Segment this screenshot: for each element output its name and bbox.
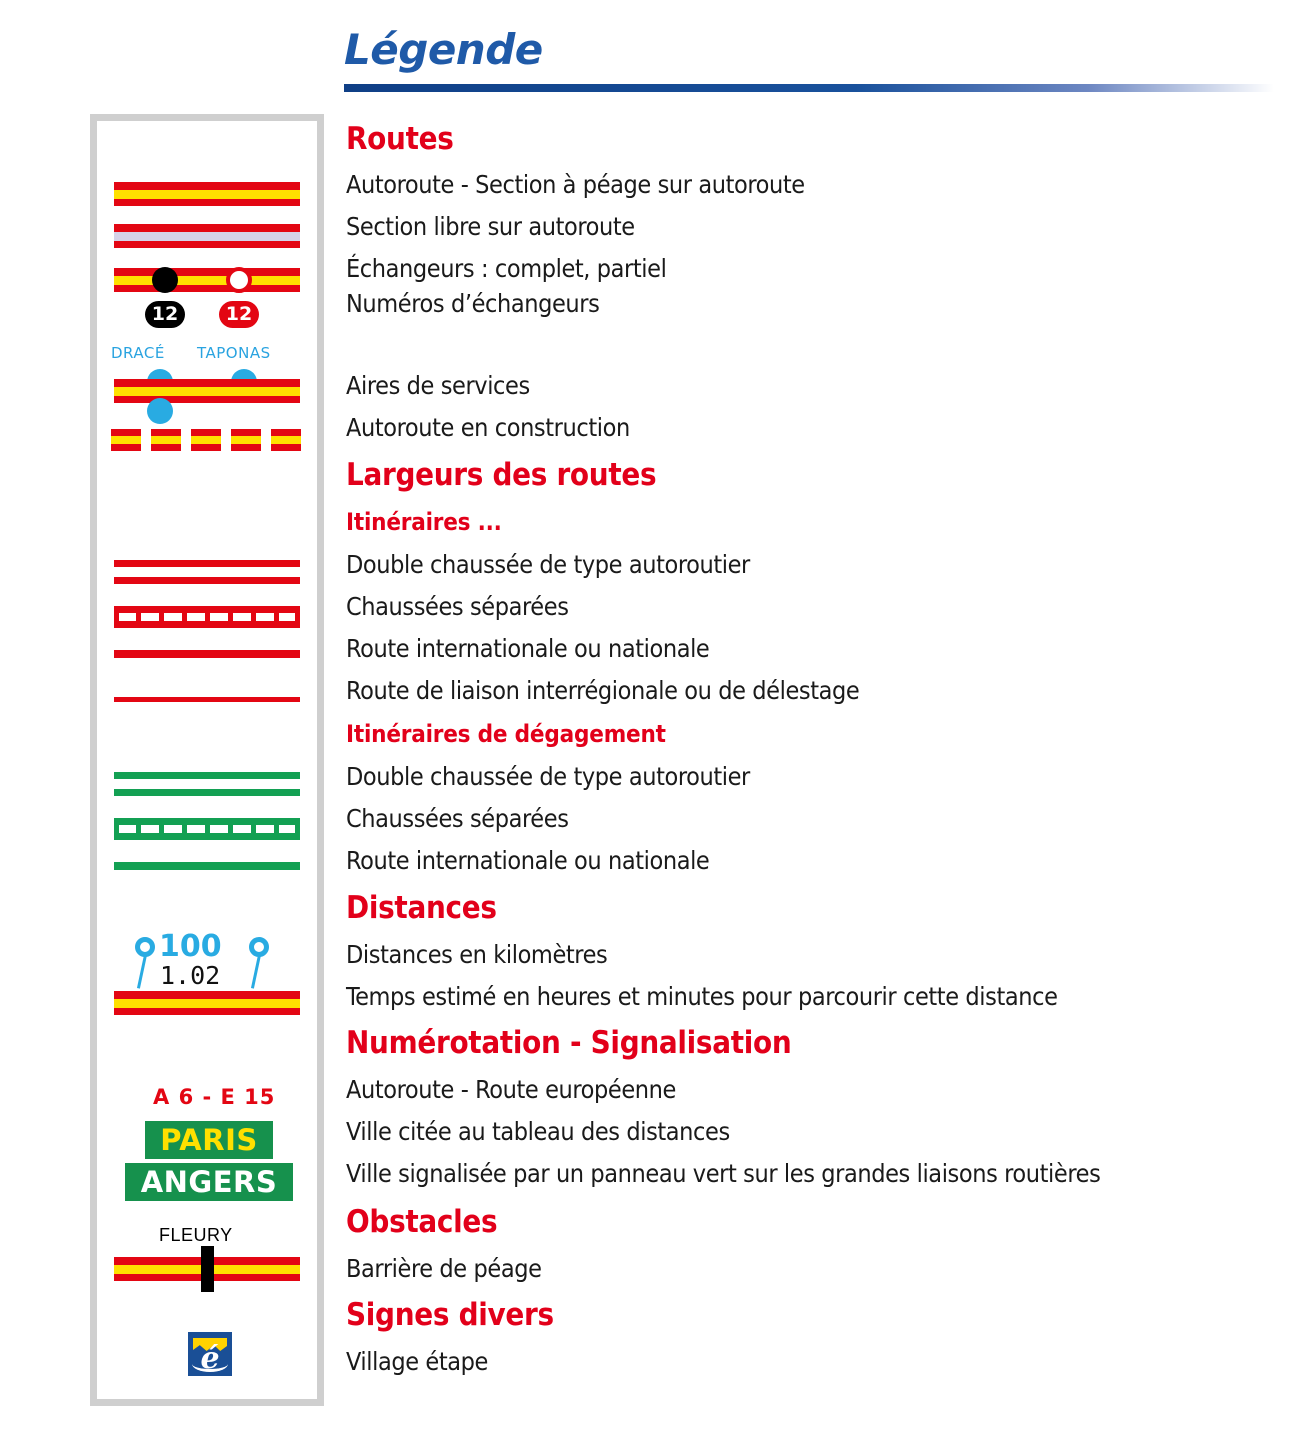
legend-item-distances-km: Distances en kilomètres [346, 940, 608, 969]
symbol-toll-motorway [114, 182, 300, 206]
legend-item-city-green-sign: Ville signalisée par un panneau vert sur les grandes liaisons routières [346, 1159, 1101, 1188]
symbol-national-road-red [114, 650, 300, 658]
legend-item-service-areas: Aires de services [346, 371, 530, 400]
interchange-number-full: 12 [145, 301, 185, 328]
page-title: Légende [344, 25, 543, 74]
legend-item-separated-1: Chaussées séparées [346, 592, 569, 621]
symbol-dual-carriageway-red-1 [114, 560, 300, 567]
legend-item-separated-2: Chaussées séparées [346, 804, 569, 833]
service-area-label-left: DRACÉ [111, 344, 165, 362]
symbol-free-motorway [114, 224, 300, 248]
section-heading-obstacles: Obstacles [346, 1204, 498, 1240]
legend-item-toll-motorway: Autoroute - Section à péage sur autoroute [346, 170, 805, 199]
service-area-label-right: TAPONAS [197, 344, 271, 362]
city-sign-distance-table: PARIS [145, 1121, 273, 1159]
subheading-degagement: Itinéraires de dégagement [346, 720, 666, 748]
legend-item-interchanges: Échangeurs : complet, partiel [346, 254, 667, 283]
symbol-dual-carriageway-green-2 [114, 789, 300, 796]
village-etape-logo-icon [188, 1332, 232, 1376]
legend-item-european-route: Autoroute - Route européenne [346, 1075, 676, 1104]
legend-item-toll-barrier: Barrière de péage [346, 1254, 542, 1283]
symbol-interchange-road [114, 268, 300, 292]
interchange-full-icon [152, 267, 178, 293]
interchange-number-partial: 12 [219, 301, 259, 328]
distance-km-value: 100 [159, 929, 222, 964]
legend-item-under-construction: Autoroute en construction [346, 413, 630, 442]
legend-item-village-etape: Village étape [346, 1347, 488, 1376]
service-area-dot-lower-left [147, 398, 173, 424]
title-divider [344, 84, 1274, 92]
village-logo-letter: é [200, 1341, 220, 1376]
interchange-partial-icon [226, 267, 252, 293]
legend-item-national-road-1: Route internationale ou nationale [346, 634, 710, 663]
section-heading-distances: Distances [346, 890, 497, 926]
section-heading-misc-signs: Signes divers [346, 1297, 554, 1333]
legend-header [344, 24, 1274, 94]
village-logo-swoosh [192, 1356, 228, 1372]
legend-item-estimated-time: Temps estimé en heures et minutes pour parcourir cette distance [346, 982, 1058, 1011]
legend-item-national-road-2: Route internationale ou nationale [346, 846, 710, 875]
legend-item-dual-carriageway-2: Double chaussée de type autoroutier [346, 762, 750, 791]
legend-item-free-motorway: Section libre sur autoroute [346, 212, 635, 241]
symbol-service-area-road [114, 379, 300, 403]
symbol-dual-carriageway-green-1 [114, 772, 300, 779]
section-heading-numbering: Numérotation - Signalisation [346, 1025, 792, 1061]
symbol-separated-carriageway-green [114, 818, 300, 840]
symbol-motorway-under-construction [111, 429, 303, 451]
symbol-interregional-road-red [114, 697, 300, 702]
city-sign-green-panel: ANGERS [125, 1163, 293, 1201]
legend-item-city-distance-table: Ville citée au tableau des distances [346, 1117, 730, 1146]
section-heading-routes: Routes [346, 121, 454, 157]
toll-barrier-icon [201, 1246, 214, 1292]
toll-barrier-label: FLEURY [159, 1225, 233, 1245]
symbol-national-road-green [114, 862, 300, 870]
route-number-label: A 6 - E 15 [153, 1085, 276, 1109]
symbol-panel [90, 114, 324, 1406]
distance-time-value: 1.02 [160, 961, 221, 990]
section-heading-road-widths: Largeurs des routes [346, 457, 657, 493]
legend-item-interchange-nums: Numéros d’échangeurs [346, 289, 600, 318]
legend-item-interregional: Route de liaison interrégionale ou de délestage [346, 676, 860, 705]
symbol-separated-carriageway-red [114, 606, 300, 628]
legend-item-dual-carriageway-1: Double chaussée de type autoroutier [346, 550, 750, 579]
subheading-itineraires: Itinéraires ... [346, 508, 502, 536]
symbol-distance-road [114, 991, 300, 1015]
symbol-dual-carriageway-red-2 [114, 577, 300, 584]
